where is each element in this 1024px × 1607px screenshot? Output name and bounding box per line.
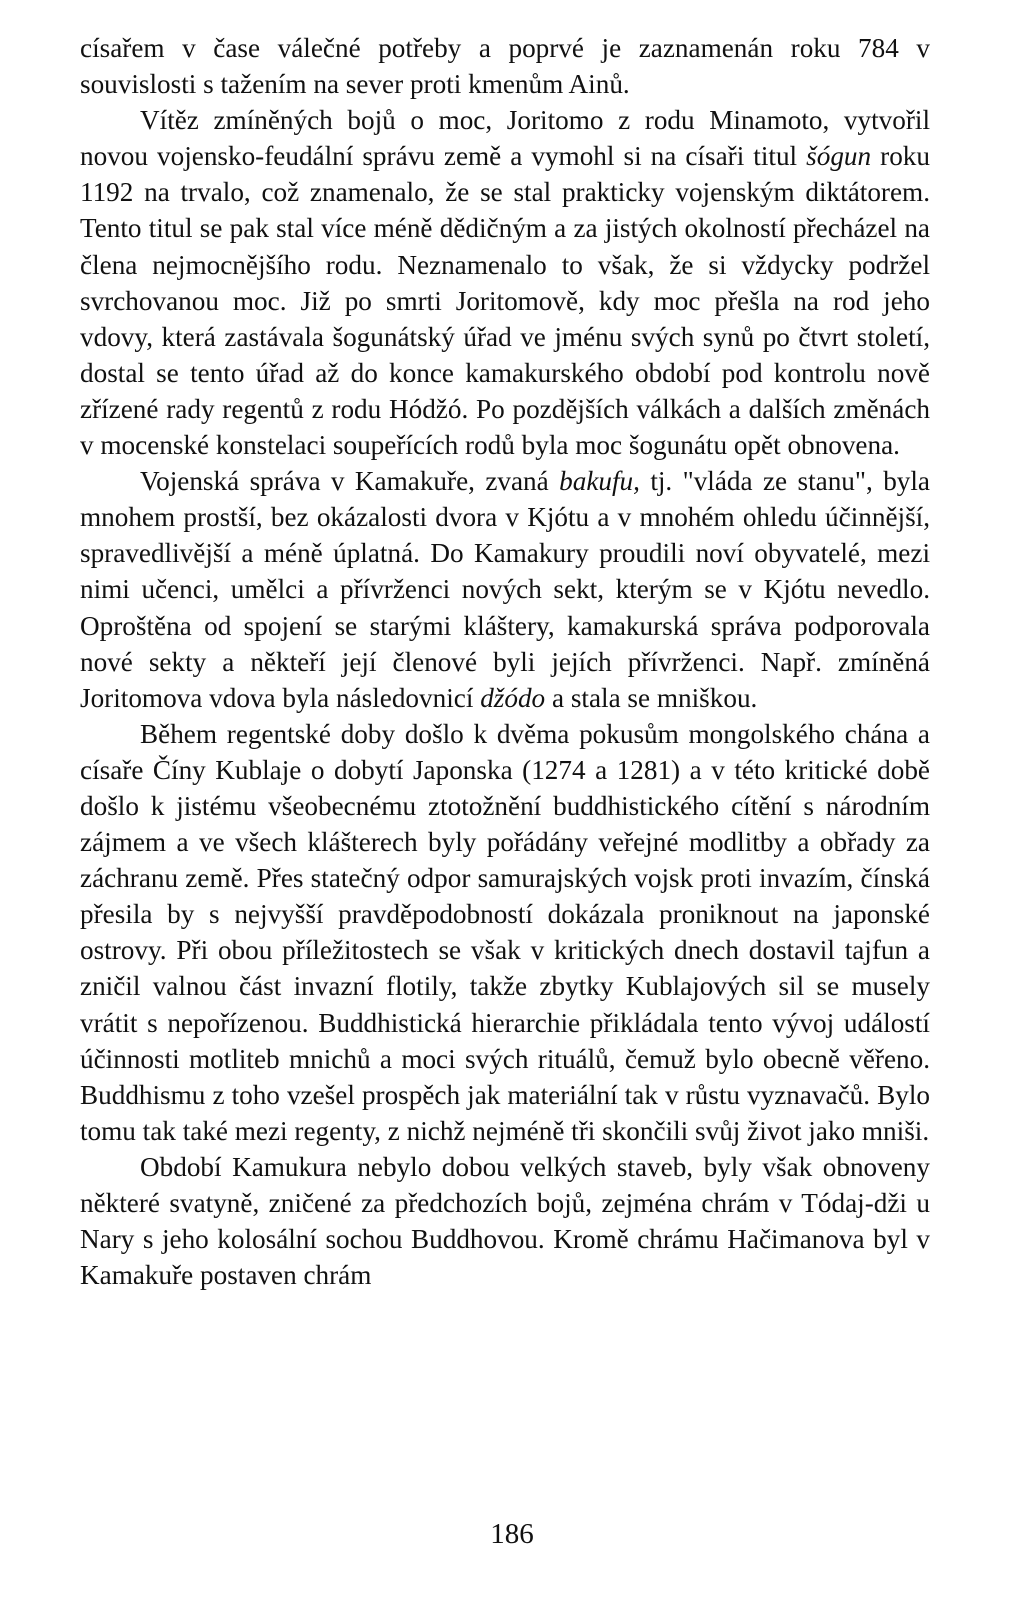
text-run: Během regentské doby došlo k dvěma pokusům mongolského chána a císaře Číny Kublaje o dobytí Japonska (1274 a 1281) a v této kritické době došlo k jistému všeobecnému ztotožnění buddhistického cítění s národním zájmem a ve všech klášterech byly pořádány veřejné modlitby a obřady za záchranu země. Přes statečný odpor samurajských vojsk proti invazím, čínská přesila by s nejvyšší pravděpodobností dokázala proniknout na japonské ostrovy. Při obou příležitostech se však v kritických dnech dostavil tajfun a zničil valnou část invazní flotily, takže zbytky Kublajových sil se musely vrátit s nepořízenou. Buddhistická hierarchie přikládala tento vývoj událostí účinnosti motliteb mnichů a moci svých rituálů, čemuž bylo obecně věřeno. Buddhismu z toho vzešel prospěch jak materiální tak v růstu vyznavačů. Bylo tomu tak také mezi regenty, z nichž nejméně tři skončili svůj život jako mniši. [80,718,930,1146]
paragraph-2 [80,102,930,463]
paragraph-5 [80,1149,930,1293]
text-run: a stala se mniškou. [545,682,758,713]
page-body [80,30,930,1293]
text-run: Období Kamukura nebylo dobou velkých staveb, byly však obnoveny některé svatyně, zničené za předchozích bojů, zejména chrám v Tódaj-dži u Nary s jeho kolosální sochou Buddhovou. Kromě chrámu Hačimanova byl v Kamakuře postaven chrám [80,1151,930,1291]
page-number: 186 [490,1518,534,1550]
paragraph-4 [80,716,930,1149]
text-run: císařem v čase válečné potřeby a poprvé je zaznamenán roku 784 v souvislosti s tažením na sever proti kmenům Ainů. [80,33,930,100]
italic-term-bakufu: bakufu, [559,466,640,497]
paragraph-1 [80,30,930,102]
paragraph-3 [80,463,930,716]
text-run: roku 1192 na trvalo, což znamenalo, že se stal prakticky vojenským diktátorem. Tento titul se pak stal více méně dědičným a za jistých okolností přecházel na člena nejmocnějšího rodu. Neznamenalo to však, že si vždycky podržel svrchovanou moc. Již po smrti Joritomově, kdy moc přešla na rod jeho vdovy, která zastávala šogunátský úřad ve jménu svých synů po čtvrt století, dostal se tento úřad až do konce kamakurského období pod kontrolu nově zřízené rady regentů z rodu Hódžó. Po pozdějších válkách a dalších změnách v mocenské konstelaci soupeřících rodů byla moc šogunátu opět obnovena. [80,141,930,461]
text-run: tj. "vláda ze stanu", byla mnohem prostší, bez okázalosti dvora v Kjótu a v mnohém ohledu účinnější, spravedlivější a méně úplatná. Do Kamakury proudili noví obyvatelé, mezi nimi učenci, umělci a přívrženci nových sekt, kterým se v Kjótu nevedlo. Oproštěna od spojení se starými kláštery, kamakurská správa podporovala nové sekty a někteří její členové byli jejích přívrženci. Např. zmíněná Joritomova vdova byla následovnicí [80,466,931,713]
text-run: Vítěz zmíněných bojů o moc, Joritomo z rodu Minamoto, vytvořil novou vojensko-feudální správu země a vymohl si na císaři titul [80,105,930,172]
text-run: Vojenská správa v Kamakuře, zvaná [140,466,560,497]
italic-term-shogun: šógun [806,141,872,172]
italic-term-dzodo: džódo [480,682,546,713]
